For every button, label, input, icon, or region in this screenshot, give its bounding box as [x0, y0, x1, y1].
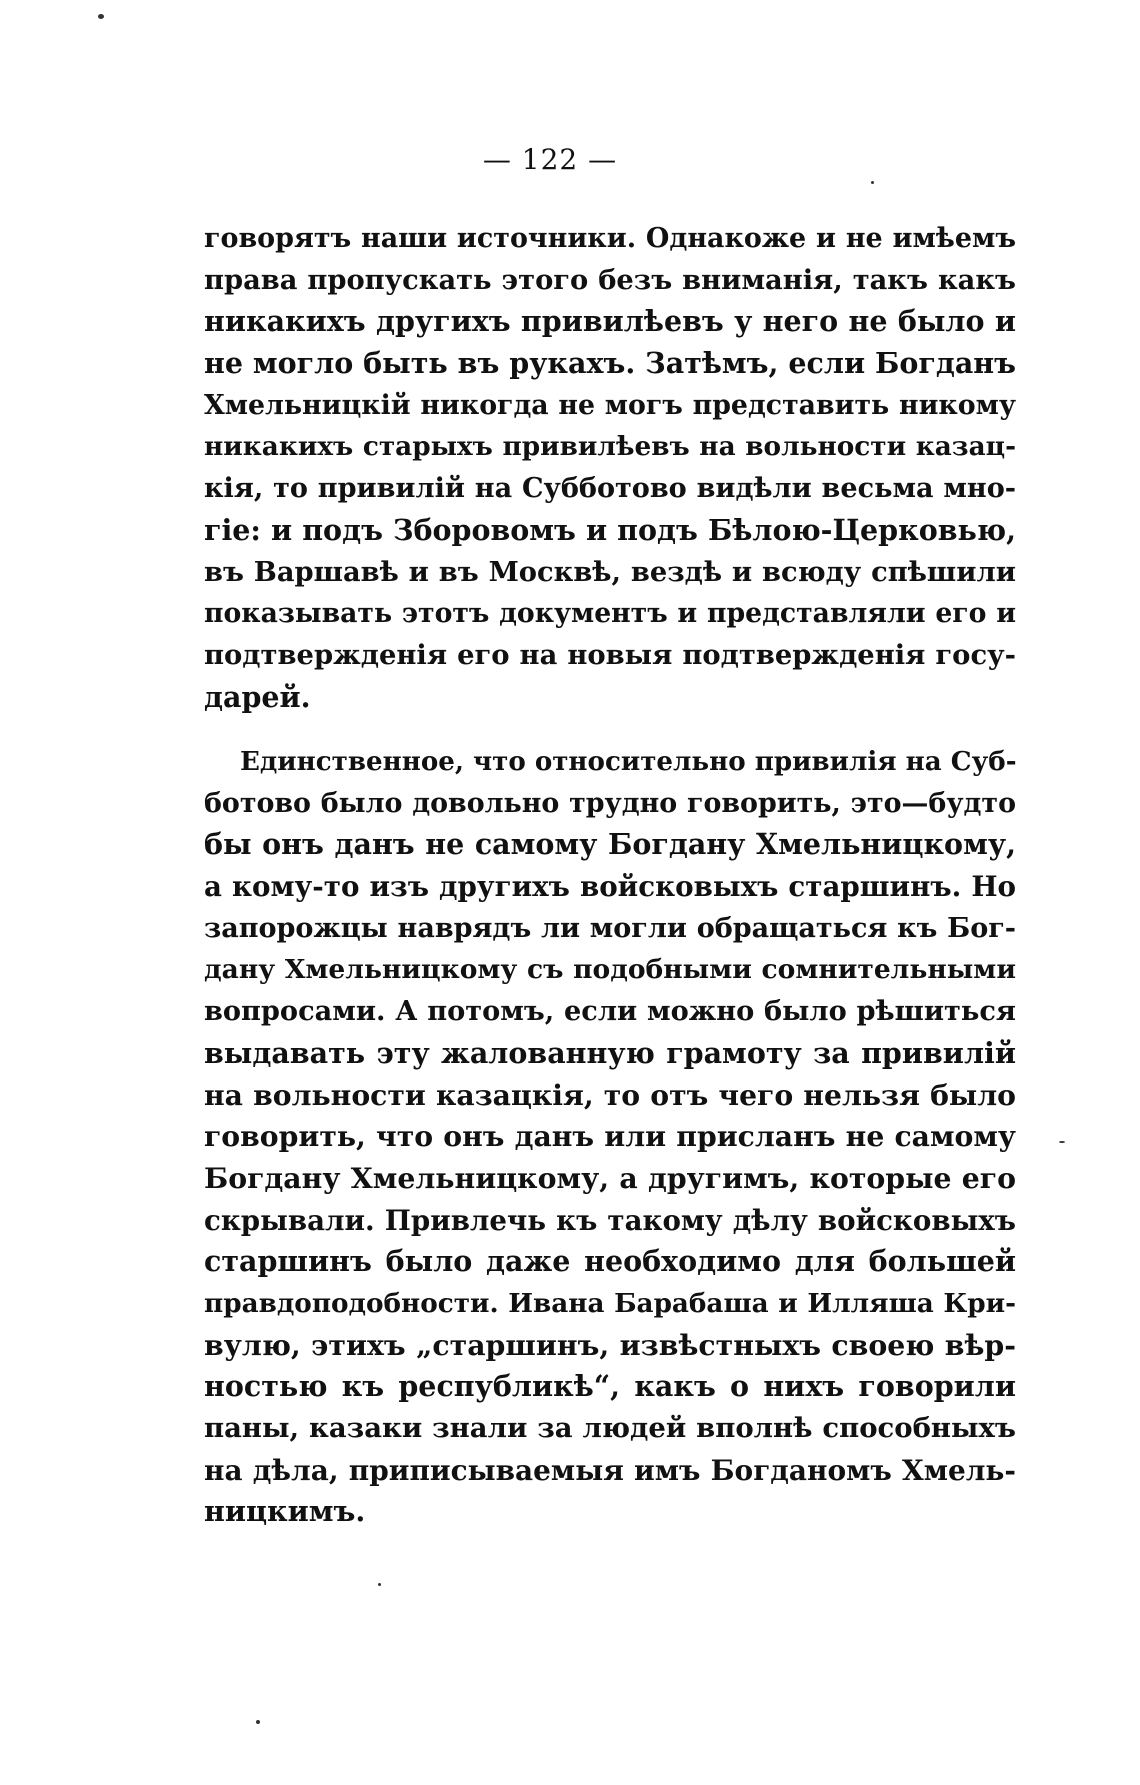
text-line: на дѣла, приписываемыя имъ Богданомъ Хмель- [204, 1453, 1016, 1487]
scan-speck [871, 181, 874, 184]
text-line: скрывали. Привлечь къ такому дѣлу войсковыхъ [204, 1203, 1016, 1237]
page-number: — 122 — [482, 143, 618, 176]
text-line: подтвержденія его на новыя подтвержденія госу- [204, 638, 1016, 671]
text-line: вулю, этихъ „старшинъ, извѣстныхъ своею вѣр- [204, 1327, 1016, 1362]
scan-speck [378, 1583, 381, 1586]
text-line: говорятъ наши источники. Однакоже и не имѣемъ [204, 223, 1016, 254]
text-line: въ Варшавѣ и въ Москвѣ, вездѣ и всюду спѣшили [204, 555, 1016, 588]
text-line: ницкимъ. [204, 1494, 366, 1529]
text-line: старшинъ было даже необходимо для большей [204, 1244, 1016, 1279]
text-line: показывать этотъ документъ и представляли его и [204, 598, 1016, 630]
text-line: дарей. [204, 679, 311, 714]
text-line: паны, казаки знали за людей вполнѣ способныхъ [204, 1412, 1016, 1444]
paragraph-1 [204, 218, 1016, 718]
text-line: запорожцы наврядъ ли могли обращаться къ Бог- [204, 912, 1016, 944]
text-line: ностью къ республикѣ“, какъ о нихъ говорили [204, 1369, 1016, 1404]
text-line: Единственное, что относительно привилія на Суб- [240, 746, 1017, 777]
text-line: на вольности казацкія, то отъ чего нельзя было [204, 1077, 1016, 1112]
text-line: вопросами. А потомъ, если можно было рѣшиться [204, 995, 1016, 1028]
text-line: никакихъ старыхъ привилѣевъ на вольности казац- [204, 431, 1016, 463]
text-line: права пропускать этого безъ вниманія, такъ какъ [204, 263, 1016, 296]
text-line: бы онъ данъ не самому Богдану Хмельницкому, [204, 827, 1016, 862]
text-line: дану Хмельницкому съ подобными сомнительными [204, 954, 1016, 986]
text-line: не могло быть въ рукахъ. Затѣмъ, если Богданъ [204, 346, 1017, 381]
scan-speck [256, 1720, 260, 1724]
text-line: Хмельницкій никогда не могъ представить никому [204, 389, 1016, 421]
text-line: а кому-то изъ другихъ войсковыхъ старшинъ. Но [204, 870, 1016, 904]
text-line: ботово было довольно трудно говорить, это—будто [204, 787, 1016, 819]
text-line: никакихъ другихъ привилѣевъ у него не было и [204, 304, 1016, 339]
paragraph-2 [204, 741, 1016, 1533]
text-line: выдавать эту жалованную грамоту за привилій [204, 1035, 1016, 1070]
text-line: Богдану Хмельницкому, а другимъ, которые его [204, 1160, 1016, 1195]
scan-speck [1059, 1141, 1065, 1143]
text-line: гіе: и подъ Зборовомъ и подъ Бѣлою-Церковью, [204, 512, 1016, 547]
text-line: правдоподобности. Ивана Барабаша и Илляша Кри- [204, 1287, 1016, 1319]
text-line: кія, то привилій на Субботово видѣли весьма мно- [204, 473, 1016, 505]
text-line: говорить, что онъ данъ или присланъ не самому [204, 1119, 1016, 1154]
scan-speck [98, 14, 104, 19]
